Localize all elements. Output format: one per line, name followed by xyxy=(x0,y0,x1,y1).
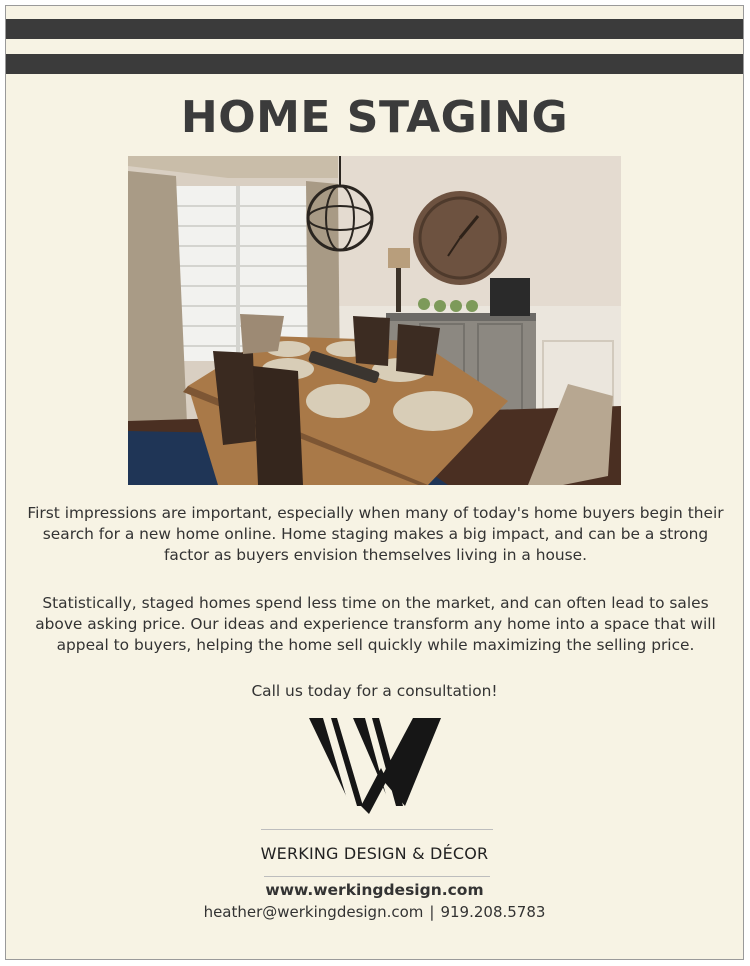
intro-paragraph: First impressions are important, especially when many of today's home buyers begin their search for a new home online. Home staging makes a big impact, and can be a strong factor as buyers envision themselves living in a house. xyxy=(27,504,724,564)
email-link[interactable]: heather@werkingdesign.com xyxy=(203,903,424,921)
header-stripe-bottom xyxy=(6,54,743,74)
wd-logo-icon xyxy=(309,718,441,814)
statistics-paragraph: Statistically, staged homes spend less time on the market, and can often lead to sales above asking price. Our ideas and experience transform any home into a space that will appeal to buyers, helping the home sell quickly while maximizing the selling price. xyxy=(35,594,716,654)
footer-divider-bottom xyxy=(264,876,490,877)
contact-line xyxy=(6,903,743,921)
footer-divider-top xyxy=(261,829,493,830)
flyer-page xyxy=(5,5,744,960)
company-name: WERKING DESIGN & DÉCOR xyxy=(260,844,489,863)
call-to-action: Call us today for a consultation! xyxy=(251,682,498,700)
contact-separator: | xyxy=(429,903,435,921)
dining-room-illustration xyxy=(128,156,621,485)
dining-room-photo xyxy=(128,156,621,485)
phone-number[interactable]: 919.208.5783 xyxy=(440,903,546,921)
header-stripe-top xyxy=(6,19,743,39)
page-title: HOME STAGING xyxy=(180,92,569,143)
website-link[interactable]: www.werkingdesign.com xyxy=(265,881,484,899)
